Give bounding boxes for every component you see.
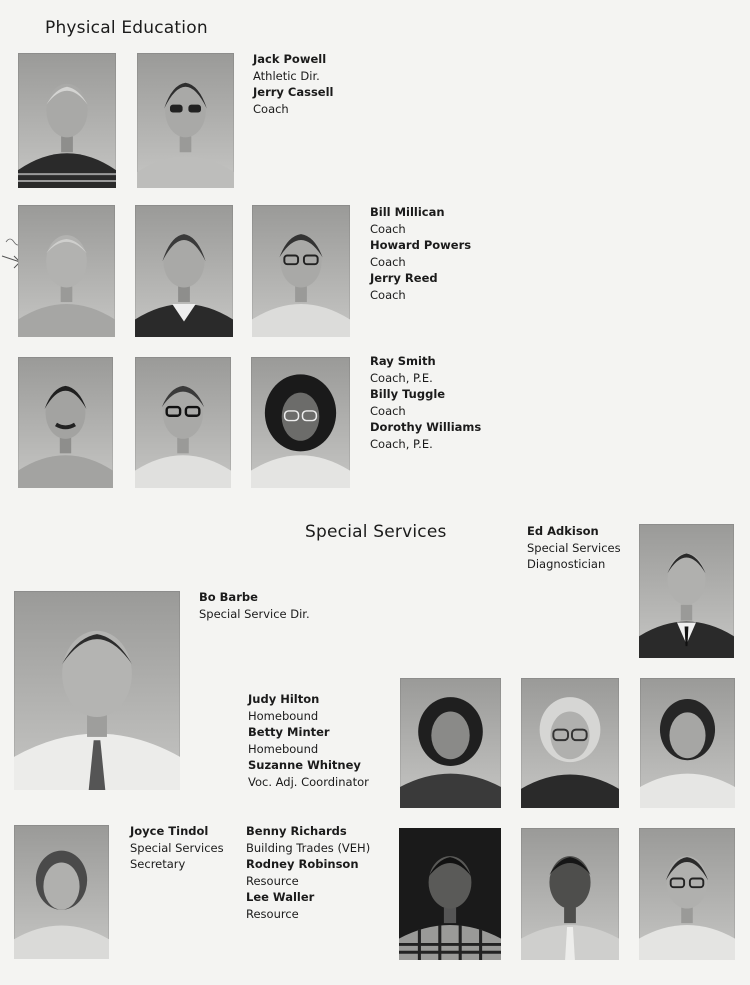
staff-role: Resource [246,873,299,888]
portrait-photo-suzanne-whitney [640,678,735,808]
staff-name: Ed Adkison [527,524,599,538]
portrait-photo-betty-minter [521,678,619,808]
staff-role: Homebound [248,741,319,756]
staff-role: Special Services [527,540,621,555]
portrait-photo-joyce-tindol [14,825,109,959]
staff-name: Jerry Reed [370,271,438,286]
portrait-photo-rodney-robinson [521,828,619,960]
caption-group-pe-2 [370,204,471,304]
portrait-photo-dorothy-williams [251,357,350,488]
staff-role: Athletic Dir. [253,68,320,83]
staff-role: Coach [370,254,406,269]
staff-name: Jerry Cassell [253,85,334,100]
staff-role: Special Services [130,840,224,855]
staff-name: Benny Richards [246,824,347,838]
staff-name: Bo Barbe [199,590,258,604]
staff-role: Homebound [248,708,319,723]
portrait-photo-bo-barbe [14,591,180,790]
staff-name: Rodney Robinson [246,857,359,872]
portrait-photo-jerry-cassell [137,53,234,188]
portrait-photo-ed-adkison [639,524,734,658]
caption-group-special-b [246,823,370,923]
staff-name: Lee Waller [246,890,315,905]
staff-name: Ray Smith [370,354,436,368]
staff-role: Building Trades (VEH) [246,840,371,855]
staff-role: Coach [370,287,406,302]
portrait-photo-jack-powell [18,53,116,188]
staff-name: Judy Hilton [248,692,320,706]
staff-role: Diagnostician [527,557,606,572]
portrait-photo-benny-richards [399,828,501,960]
portrait-photo-jerry-reed [252,205,350,337]
staff-role: Resource [246,906,299,921]
caption-group-pe-3 [370,353,481,453]
caption-joyce-tindol [130,823,224,873]
special-services-heading: Special Services [305,522,447,542]
staff-name: Bill Millican [370,205,445,219]
caption-ed-adkison [527,523,621,573]
staff-name: Suzanne Whitney [248,758,361,773]
staff-name: Betty Minter [248,725,330,740]
staff-name: Howard Powers [370,238,472,253]
portrait-photo-lee-waller [639,828,735,960]
caption-group-special-a [248,691,369,791]
caption-bo-barbe [199,589,310,622]
staff-name: Billy Tuggle [370,387,446,402]
staff-role: Voc. Adj. Coordinator [248,774,369,789]
portrait-photo-judy-hilton [400,678,501,808]
staff-role: Coach, P.E. [370,436,433,451]
staff-role: Coach [253,101,289,116]
caption-group-pe-1 [253,51,334,117]
portrait-photo-howard-powers [135,205,233,337]
portrait-photo-billy-tuggle [135,357,231,488]
staff-role: Coach [370,221,406,236]
portrait-photo-bill-millican [18,205,115,337]
staff-role: Coach, P.E. [370,370,433,385]
staff-role: Coach [370,403,406,418]
staff-role: Special Service Dir. [199,606,310,621]
staff-role: Secretary [130,857,186,872]
portrait-photo-ray-smith [18,357,113,488]
staff-name: Joyce Tindol [130,824,209,838]
staff-name: Dorothy Williams [370,420,482,435]
physical-education-heading: Physical Education [45,18,208,38]
staff-name: Jack Powell [253,52,327,66]
